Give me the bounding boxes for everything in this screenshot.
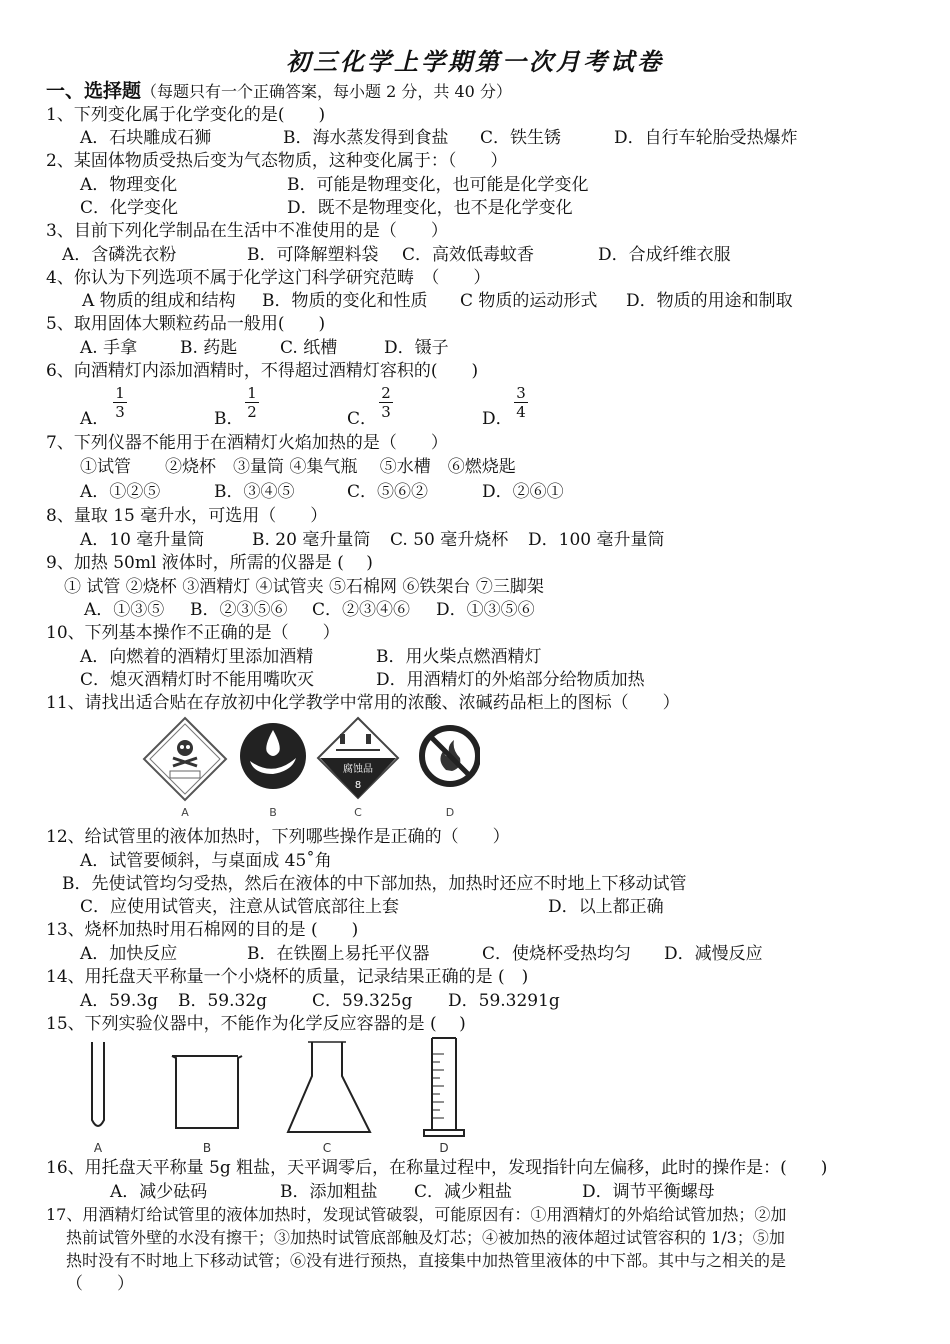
q1-opt-b: B．海水蒸发得到食盐 [283, 128, 449, 148]
q4-opt-d: D．物质的用途和制取 [626, 291, 793, 311]
lab-apparatus-figure [80, 1036, 480, 1156]
sign-label-a: A [181, 806, 189, 819]
q5-opt-d: D．镊子 [384, 338, 449, 358]
q17-line-2: 热前试管外壁的水没有擦干；③加热时试管底部触及灯芯；④被加热的液体超过试管容积的 1/3；⑤加 [66, 1228, 785, 1247]
section-header [46, 80, 512, 103]
q1-opt-a: A．石块雕成石狮 [80, 128, 212, 148]
q12-opt-a: A．试管要倾斜，与桌面成 45˚角 [80, 851, 332, 871]
q14-stem: 14、用托盘天平称量一个小烧杯的质量，记录结果正确的是 ( ) [46, 967, 529, 987]
q8-opt-b: B. 20 毫升量筒 [252, 530, 371, 550]
apparatus-label-b: B [202, 1141, 212, 1155]
q6-opt-d: D． [482, 409, 513, 429]
no-fire-sign-icon [422, 728, 478, 784]
q17-line-4: （ ） [66, 1274, 134, 1294]
q13-opt-d: D．减慢反应 [664, 944, 763, 964]
conical-flask-icon [288, 1042, 370, 1132]
sign-label-b: B [269, 806, 277, 819]
denominator: 3 [115, 403, 125, 421]
q4-stem: 4、你认为下列选项不属于化学这门科学研究范畴 （ ） [46, 268, 491, 288]
q2-opt-d: D．既不是物理变化，也不是化学变化 [287, 198, 573, 218]
q7-stem: 7、下列仪器不能用于在酒精灯火焰加热的是（ ） [46, 433, 448, 453]
q9-opt-b: B．②③⑤⑥ [190, 600, 288, 620]
sign-label-c: C [354, 806, 362, 819]
q9-opt-a: A．①③⑤ [84, 600, 165, 620]
q17-line-3: 热时没有不时地上下移动试管；⑥没有进行预热，直接集中加热管里液体的中下部。其中与之相关的是 [66, 1251, 787, 1270]
q16-opt-b: B．添加粗盐 [280, 1182, 378, 1202]
q9-stem: 9、加热 50ml 液体时，所需的仪器是 ( ) [46, 553, 373, 573]
q17-line-1: 17、用酒精灯给试管里的液体加热时，发现试管破裂，可能原因有：①用酒精灯的外焰给试管加热；②加 [46, 1205, 787, 1224]
q5-stem: 5、取用固体大颗粒药品一般用( ) [46, 314, 326, 334]
q7-opt-d: D．②⑥① [482, 482, 564, 502]
q16-opt-d: D．调节平衡螺母 [582, 1182, 715, 1202]
q5-opt-b: B. 药匙 [180, 338, 238, 358]
q7-opt-a: A．①②⑤ [80, 482, 161, 502]
q1-opt-d: D．自行车轮胎受热爆炸 [614, 128, 798, 148]
q6-opt-b: B． [214, 409, 244, 429]
q6-stem: 6、向酒精灯内添加酒精时，不得超过酒精灯容积的( ) [46, 361, 479, 381]
q6-fraction-b [245, 385, 259, 420]
q7-opt-c: C．⑤⑥② [347, 482, 429, 502]
q10-opt-b: B．用火柴点燃酒精灯 [376, 647, 542, 667]
q13-opt-c: C．使烧杯受热均匀 [482, 944, 632, 964]
numerator: 1 [247, 384, 257, 402]
q7-items: ①试管 ②烧杯 ③量筒 ④集气瓶 ⑤水槽 ⑥燃烧匙 [80, 457, 516, 477]
q14-opt-b: B．59.32g [178, 991, 268, 1011]
q16-opt-c: C．减少粗盐 [414, 1182, 513, 1202]
q6-fraction-a [113, 385, 127, 420]
q10-opt-a: A．向燃着的酒精灯里添加酒精 [80, 647, 314, 667]
q4-opt-b: B．物质的变化和性质 [262, 291, 428, 311]
q8-opt-d: D．100 毫升量筒 [528, 530, 665, 550]
q13-opt-b: B．在铁圈上易托平仪器 [247, 944, 430, 964]
numerator: 1 [115, 384, 125, 402]
q8-opt-a: A．10 毫升量筒 [80, 530, 205, 550]
q3-opt-d: D．合成纤维衣服 [598, 245, 731, 265]
water-drop-sign-icon [240, 723, 306, 789]
q5-opt-a: A. 手拿 [80, 338, 138, 358]
q4-opt-c: C 物质的运动形式 [460, 291, 598, 311]
q9-opt-d: D．①③⑤⑥ [436, 600, 535, 620]
corrosive-sign-text: 腐蚀品 [343, 764, 373, 775]
q8-stem: 8、量取 15 毫升水，可选用（ ） [46, 506, 328, 526]
denominator: 2 [247, 403, 257, 421]
corrosive-sign-number: 8 [354, 780, 362, 791]
q10-stem: 10、下列基本操作不正确的是（ ） [46, 623, 340, 643]
q4-opt-a: A 物质的组成和结构 [82, 291, 236, 311]
q2-opt-b: B．可能是物理变化，也可能是化学变化 [287, 175, 589, 195]
sign-label-d: D [445, 806, 455, 819]
q12-opt-d: D．以上都正确 [548, 897, 664, 917]
q1-opt-c: C．铁生锈 [480, 128, 562, 148]
q11-stem: 11、请找出适合贴在存放初中化学教学中常用的浓酸、浓碱药品柜上的图标（ ） [46, 693, 680, 713]
q2-stem: 2、某固体物质受热后变为气态物质，这种变化属于：（ ） [46, 151, 508, 171]
q7-opt-b: B．③④⑤ [214, 482, 295, 502]
q10-opt-d: D．用酒精灯的外焰部分给物质加热 [376, 670, 645, 690]
apparatus-label-d: D [439, 1141, 449, 1155]
toxic-sign-icon [144, 718, 226, 800]
q10-opt-c: C．熄灭酒精灯时不能用嘴吹灭 [80, 670, 315, 690]
q13-opt-a: A．加快反应 [80, 944, 178, 964]
q3-opt-b: B．可降解塑料袋 [247, 245, 379, 265]
q6-opt-a: A． [80, 409, 110, 429]
numerator: 2 [381, 384, 391, 402]
q14-opt-d: D．59.3291g [448, 991, 560, 1011]
q12-opt-b: B．先使试管均匀受热，然后在液体的中下部加热，加热时还应不时地上下移动试管 [62, 874, 687, 894]
apparatus-label-c: C [322, 1141, 332, 1155]
graduated-cylinder-icon [424, 1038, 464, 1136]
q3-opt-a: A．含磷洗衣粉 [62, 245, 177, 265]
q16-opt-a: A．减少砝码 [110, 1182, 208, 1202]
denominator: 4 [516, 403, 526, 421]
q6-opt-c: C． [347, 409, 378, 429]
q5-opt-c: C. 纸槽 [280, 338, 338, 358]
q14-opt-a: A．59.3g [80, 991, 159, 1011]
q13-stem: 13、烧杯加热时用石棉网的目的是 ( ) [46, 920, 359, 940]
hazard-signs-figure [140, 716, 480, 821]
section-label: 一、选择题 [46, 80, 142, 102]
q12-opt-c: C．应使用试管夹，注意从试管底部往上套 [80, 897, 400, 917]
q6-fraction-d [514, 385, 528, 420]
q8-opt-c: C. 50 毫升烧杯 [390, 530, 509, 550]
q3-opt-c: C．高效低毒蚊香 [402, 245, 535, 265]
q14-opt-c: C．59.325g [312, 991, 413, 1011]
q1-stem: 1、下列变化属于化学变化的是( ) [46, 105, 326, 125]
q6-fraction-c [379, 385, 393, 420]
q16-stem: 16、用托盘天平称量 5g 粗盐，天平调零后，在称量过程中，发现指针向左偏移，此时的操作是：( ) [46, 1158, 828, 1178]
q9-items: ① 试管 ②烧杯 ③酒精灯 ④试管夹 ⑤石棉网 ⑥铁架台 ⑦三脚架 [64, 577, 544, 597]
q2-opt-a: A．物理变化 [80, 175, 178, 195]
q3-stem: 3、目前下列化学制品在生活中不准使用的是（ ） [46, 221, 448, 241]
q12-stem: 12、给试管里的液体加热时，下列哪些操作是正确的（ ） [46, 827, 510, 847]
beaker-icon [172, 1056, 242, 1128]
numerator: 3 [516, 384, 526, 402]
q2-opt-c: C．化学变化 [80, 198, 179, 218]
test-tube-icon [92, 1042, 104, 1126]
q9-opt-c: C．②③④⑥ [312, 600, 411, 620]
section-note: （每题只有一个正确答案，每小题 2 分，共 40 分） [141, 82, 512, 101]
q15-stem: 15、下列实验仪器中，不能作为化学反应容器的是 ( ) [46, 1014, 466, 1034]
page-title: 初三化学上学期第一次月考试卷 [286, 47, 664, 76]
apparatus-label-a: A [93, 1141, 103, 1155]
denominator: 3 [381, 403, 391, 421]
